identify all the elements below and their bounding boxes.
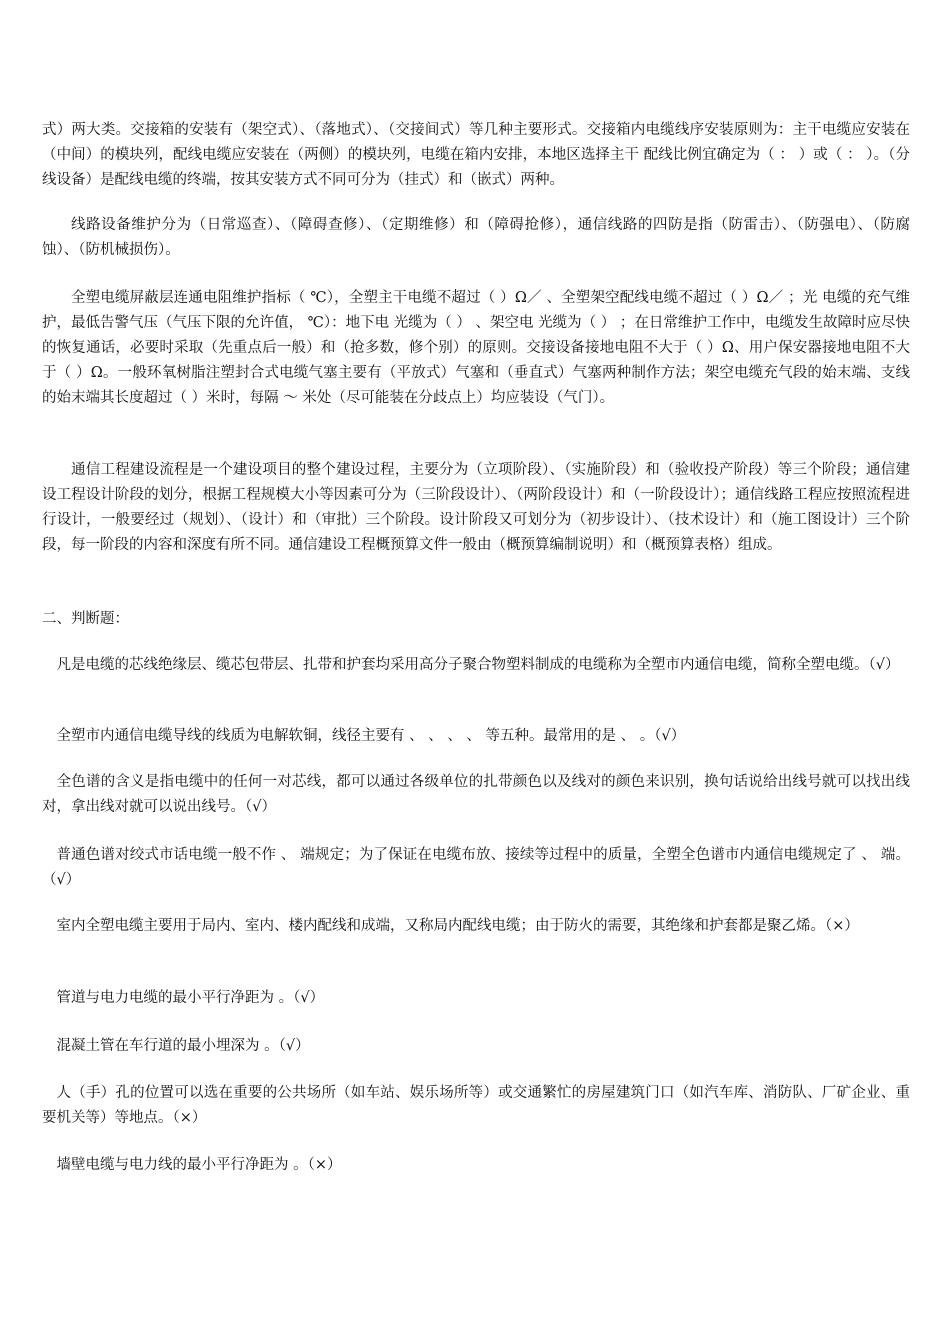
paragraph-line-maintenance: 线路设备维护分为（日常巡查）、（障碍查修）、（定期维修）和（障碍抢修），通信线路的四防是指（防雷击）、（防强电）、（防腐蚀）、（防机械损伤）。 xyxy=(42,217,910,258)
section-heading-judgment: 二、判断题： xyxy=(42,611,129,627)
question-7: 混凝土管在车行道的最小埋深为 。（√） xyxy=(56,1038,310,1054)
question-4: 普通色谱对绞式市话电缆一般不作 、 端规定；为了保证在电缆布放、接续等过程中的质量，全塑全色谱市内通信电缆规定了 、 端。（√） xyxy=(42,847,910,888)
question-2: 全塑市内通信电缆导线的线质为电解软铜，线径主要有 、 、 、 、 等五种。最常用的是 、 。（√） xyxy=(56,728,686,744)
paragraph-cable-maintenance-indicators: 全塑电缆屏蔽层连通电阻维护指标（ ℃），全塑主干电缆不超过（ ）Ω／ 、全塑架空配线电缆不超过（ ）Ω／ ；光 电缆的充气维护，最低告警气压（气压下限的允许值， ℃）：地下电 光缆为（ ） 、架空电 光缆为（ ） ；在日常维护工作中，电缆发生故障时应尽快的恢复通话，必要时采取（先重点后一般）和（抢多数，修个别）的原则。交接设备接地电阻不大于（ ）Ω、用户保安器接地电阻不大于（ ）Ω。一般环氧树脂注塑封合式电缆气塞主要有（平放式）气塞和（垂直式）气塞两种制作方法；架空电缆充气段的始末端、支线的始末端其长度超过（ ）米时，每隔 ～ 米处（尽可能装在分歧点上）均应装设（气门）。 xyxy=(42,290,910,406)
question-3: 全色谱的含义是指电缆中的任何一对芯线，都可以通过各级单位的扎带颜色以及线对的颜色来识别，换句话说给出线号就可以找出线对，拿出线对就可以说出线号。（√） xyxy=(42,774,910,815)
question-1: 凡是电缆的芯线绝缘层、缆芯包带层、扎带和护套均采用高分子聚合物塑料制成的电缆称为全塑市内通信电缆，简称全塑电缆。（√） xyxy=(56,657,900,673)
question-8: 人（手）孔的位置可以选在重要的公共场所（如车站、娱乐场所等）或交通繁忙的房屋建筑门口（如汽车库、消防队、厂矿企业、重要机关等）等地点。（×） xyxy=(42,1085,910,1126)
question-5: 室内全塑电缆主要用于局内、室内、楼内配线和成端，又称局内配线电缆；由于防火的需要，其绝缘和护套都是聚乙烯。（×） xyxy=(56,918,859,934)
paragraph-engineering-process: 通信工程建设流程是一个建设项目的整个建设过程，主要分为（立项阶段）、（实施阶段）和（验收投产阶段）等三个阶段；通信建设工程设计阶段的划分，根据工程规模大小等因素可分为（三阶段设计）、（两阶段设计）和（一阶段设计）；通信线路工程应按照流程进行设计，一般要经过（规划）、（设计）和（审批）三个阶段。设计阶段又可划分为（初步设计）、（技术设计）和（施工图设计）三个阶段，每一阶段的内容和深度有所不同。通信建设工程概预算文件一般由（概预算编制说明）和（概预算表格）组成。 xyxy=(42,462,910,553)
question-6: 管道与电力电缆的最小平行净距为 。（√） xyxy=(56,990,325,1006)
question-9: 墙壁电缆与电力线的最小平行净距为 。（×） xyxy=(56,1157,342,1173)
paragraph-cross-connect-box: 式）两大类。交接箱的安装有（架空式）、（落地式）、（交接间式）等几种主要形式。交接箱内电缆线序安装原则为：主干电缆应安装在（中间）的模块列，配线电缆应安装在（两侧）的模块列，电缆在箱内安排，本地区选择主干 配线比例宜确定为（ ： ）或（ ： ）。（分线设备）是配线电缆的终端，按其安装方式不同可分为（挂式）和（嵌式）两种。 xyxy=(42,122,910,188)
